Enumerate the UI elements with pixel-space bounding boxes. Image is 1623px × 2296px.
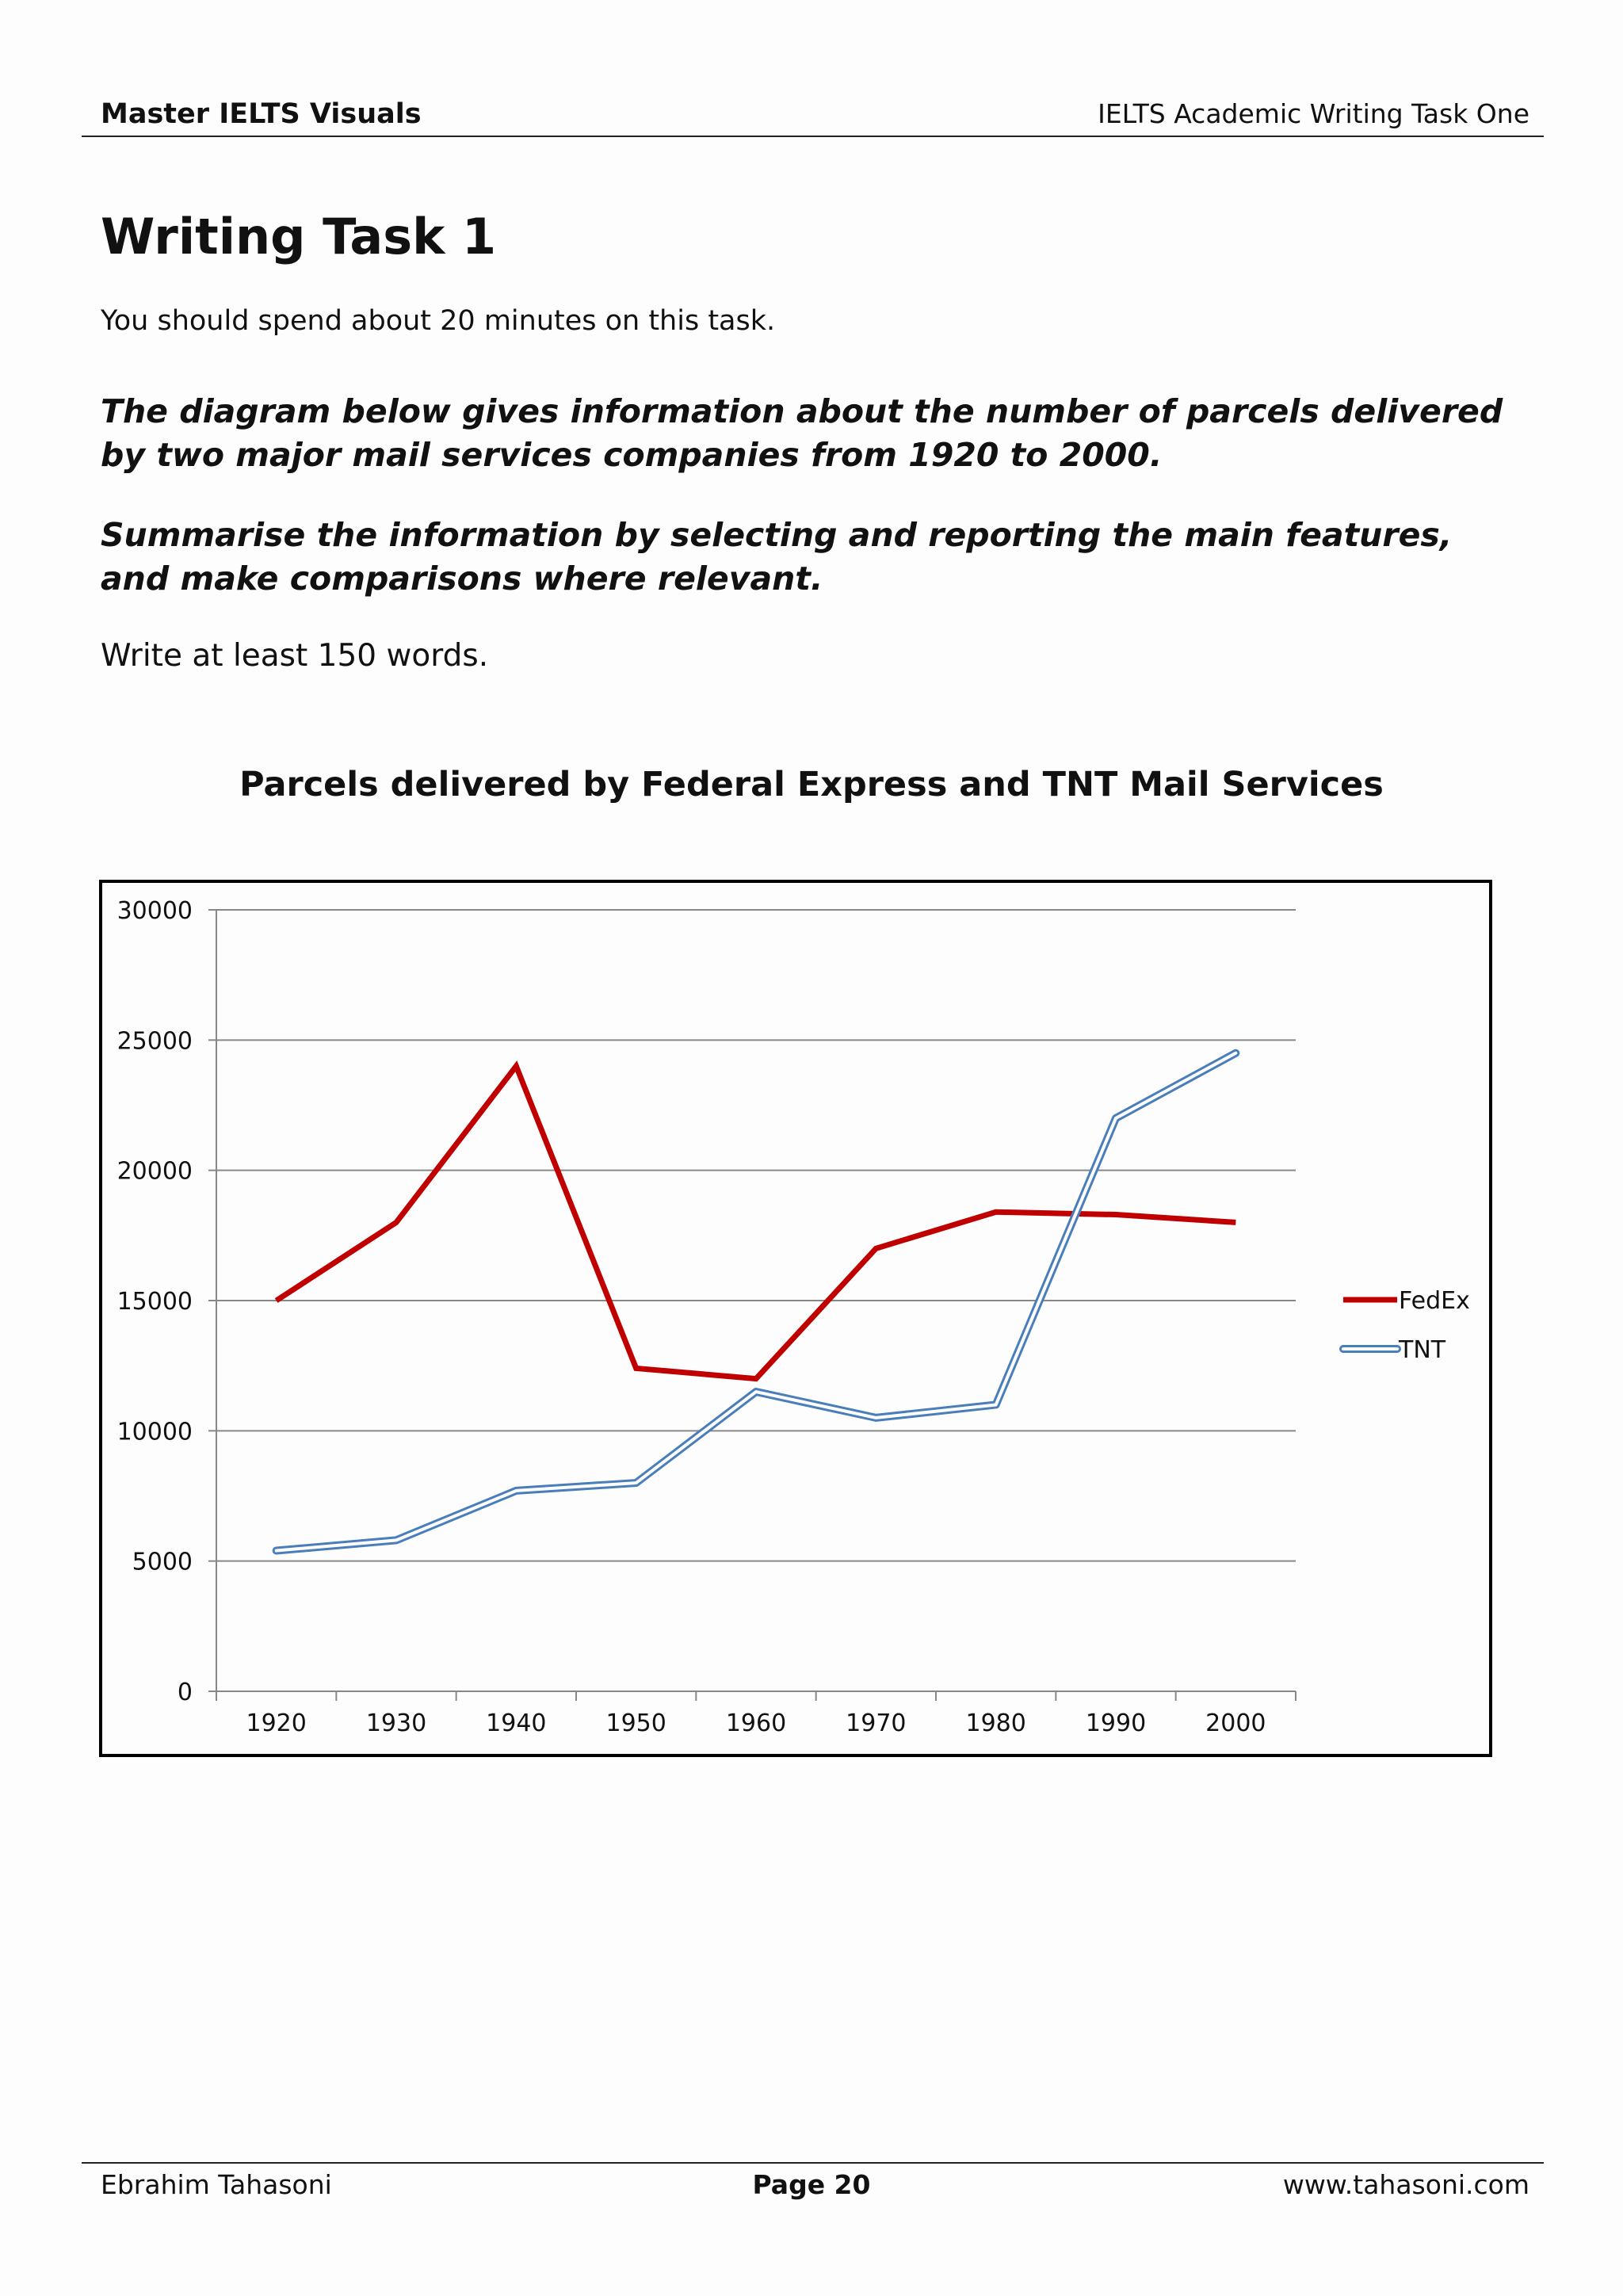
page-title: Writing Task 1 [101,208,497,266]
x-tick-label: 1980 [965,1710,1026,1737]
legend-label-fedex: FedEx [1399,1287,1470,1315]
x-tick-label: 1990 [1085,1710,1147,1737]
x-tick-label: 1960 [725,1710,787,1737]
x-tick-label: 1970 [846,1710,907,1737]
header-section-title: IELTS Academic Writing Task One [1098,98,1529,129]
task-prompt-description: The diagram below gives information about the number of parcels delivered by two major mail services companies from 1920 to 2000. [101,392,1503,474]
y-tick-label: 5000 [132,1548,193,1576]
task-instruction: You should spend about 20 minutes on this task. [101,305,776,337]
x-tick-label: 1920 [246,1710,307,1737]
y-tick-label: 15000 [116,1288,193,1316]
header-divider [82,136,1544,137]
series-line-tnt [277,1053,1236,1551]
chart-title: Parcels delivered by Federal Express and TNT Mail Services [239,765,1384,804]
task-prompt-summarise: Summarise the information by selecting and reporting the main features, and make comparisons where relevant. [101,516,1453,598]
y-tick-label: 0 [177,1679,193,1706]
footer-page-number: Page 20 [752,2169,871,2200]
footer-website: www.tahasoni.com [1282,2169,1529,2200]
x-tick-label: 2000 [1205,1710,1266,1737]
line-chart [99,880,1492,1757]
legend-label-tnt: TNT [1399,1336,1446,1364]
y-tick-label: 30000 [116,897,193,925]
footer-author: Ebrahim Tahasoni [101,2169,332,2200]
x-tick-label: 1950 [605,1710,666,1737]
y-tick-label: 20000 [116,1157,193,1186]
header-book-title: Master IELTS Visuals [101,98,422,130]
series-line-inner-tnt [277,1053,1236,1551]
word-count-requirement: Write at least 150 words. [101,638,489,674]
series-line-fedex [277,1066,1236,1378]
y-tick-label: 10000 [116,1418,193,1446]
footer-divider [82,2162,1544,2164]
y-tick-label: 25000 [116,1027,193,1056]
x-tick-label: 1930 [365,1710,427,1737]
x-tick-label: 1940 [486,1710,547,1737]
